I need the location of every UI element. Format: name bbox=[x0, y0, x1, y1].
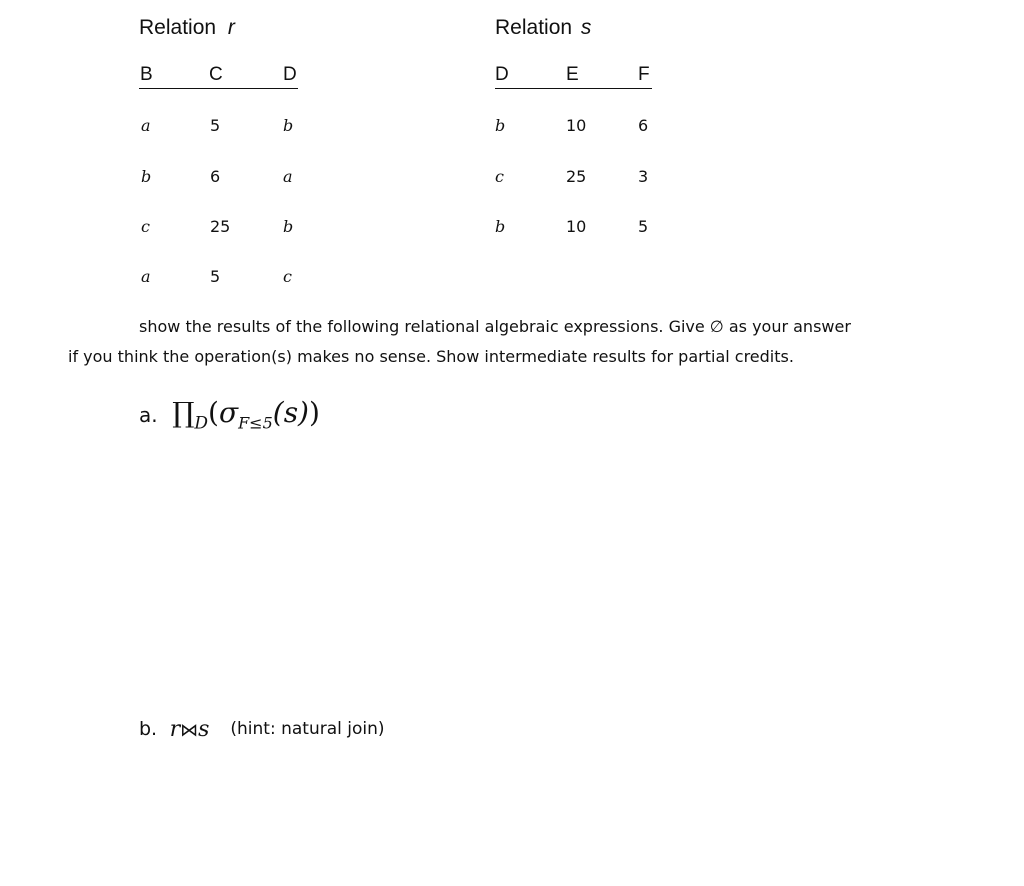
instructions-line-2: if you think the operation(s) makes no sense. Show intermediate results for partial credits. bbox=[68, 347, 794, 366]
relation-s-var: s bbox=[580, 16, 592, 39]
join-left-relation: r bbox=[169, 716, 181, 742]
relation-r-title bbox=[139, 16, 235, 40]
r-row3-c: 25 bbox=[210, 217, 231, 236]
question-a bbox=[139, 396, 320, 434]
instructions-line-1: show the results of the following relational algebraic expressions. Give ∅ as your answer bbox=[139, 317, 851, 336]
question-a-label: a. bbox=[139, 402, 158, 427]
relation-r-header-rule bbox=[139, 88, 298, 89]
r-row1-d: b bbox=[283, 116, 294, 135]
relation-r-header-d: D bbox=[283, 64, 297, 85]
relation-r-var: r bbox=[227, 16, 235, 39]
relation-s-title bbox=[495, 16, 591, 40]
r-row2-c: 6 bbox=[210, 167, 221, 186]
relation-r-title-text: Relation bbox=[139, 16, 217, 39]
s-row3-e: 10 bbox=[566, 217, 587, 236]
natural-join-icon: ⋈ bbox=[180, 719, 199, 741]
projection-subscript: D bbox=[194, 413, 209, 434]
question-b-expression bbox=[170, 717, 217, 742]
relation-s-header-e: E bbox=[566, 64, 579, 85]
close-paren: ) bbox=[308, 396, 320, 429]
s-row1-e: 10 bbox=[566, 116, 587, 135]
s-row1-f: 6 bbox=[638, 116, 649, 135]
s-row3-d: b bbox=[495, 217, 506, 236]
join-right-relation: s bbox=[198, 716, 210, 742]
relation-r-header-b: B bbox=[140, 64, 153, 85]
r-row4-d: c bbox=[283, 267, 292, 286]
s-row2-d: c bbox=[495, 167, 504, 186]
r-row1-b: a bbox=[141, 116, 151, 135]
r-row4-c: 5 bbox=[210, 267, 221, 286]
relation-s-header-f: F bbox=[638, 64, 650, 85]
relation-r-header-c: C bbox=[209, 64, 223, 85]
relation-s-header-rule bbox=[495, 88, 652, 89]
relation-s-title-text: Relation bbox=[495, 16, 573, 39]
question-b-hint: (hint: natural join) bbox=[230, 719, 385, 739]
r-row1-c: 5 bbox=[210, 116, 221, 135]
question-a-expression bbox=[172, 396, 320, 434]
projection-symbol: ∏ bbox=[172, 396, 195, 429]
r-row4-b: a bbox=[141, 267, 151, 286]
s-row2-e: 25 bbox=[566, 167, 587, 186]
question-b-label: b. bbox=[139, 718, 158, 740]
relation-s-header-d: D bbox=[495, 64, 509, 85]
r-row2-d: a bbox=[283, 167, 293, 186]
r-row2-b: b bbox=[141, 167, 152, 186]
s-row1-d: b bbox=[495, 116, 506, 135]
open-paren: ( bbox=[208, 396, 219, 429]
question-b bbox=[139, 714, 385, 744]
s-row3-f: 5 bbox=[638, 217, 649, 236]
selection-subscript: F≤5 bbox=[238, 413, 273, 433]
s-row2-f: 3 bbox=[638, 167, 649, 186]
selection-argument: (s) bbox=[272, 396, 309, 429]
r-row3-b: c bbox=[141, 217, 150, 236]
r-row3-d: b bbox=[283, 217, 294, 236]
selection-symbol: σ bbox=[218, 396, 239, 429]
